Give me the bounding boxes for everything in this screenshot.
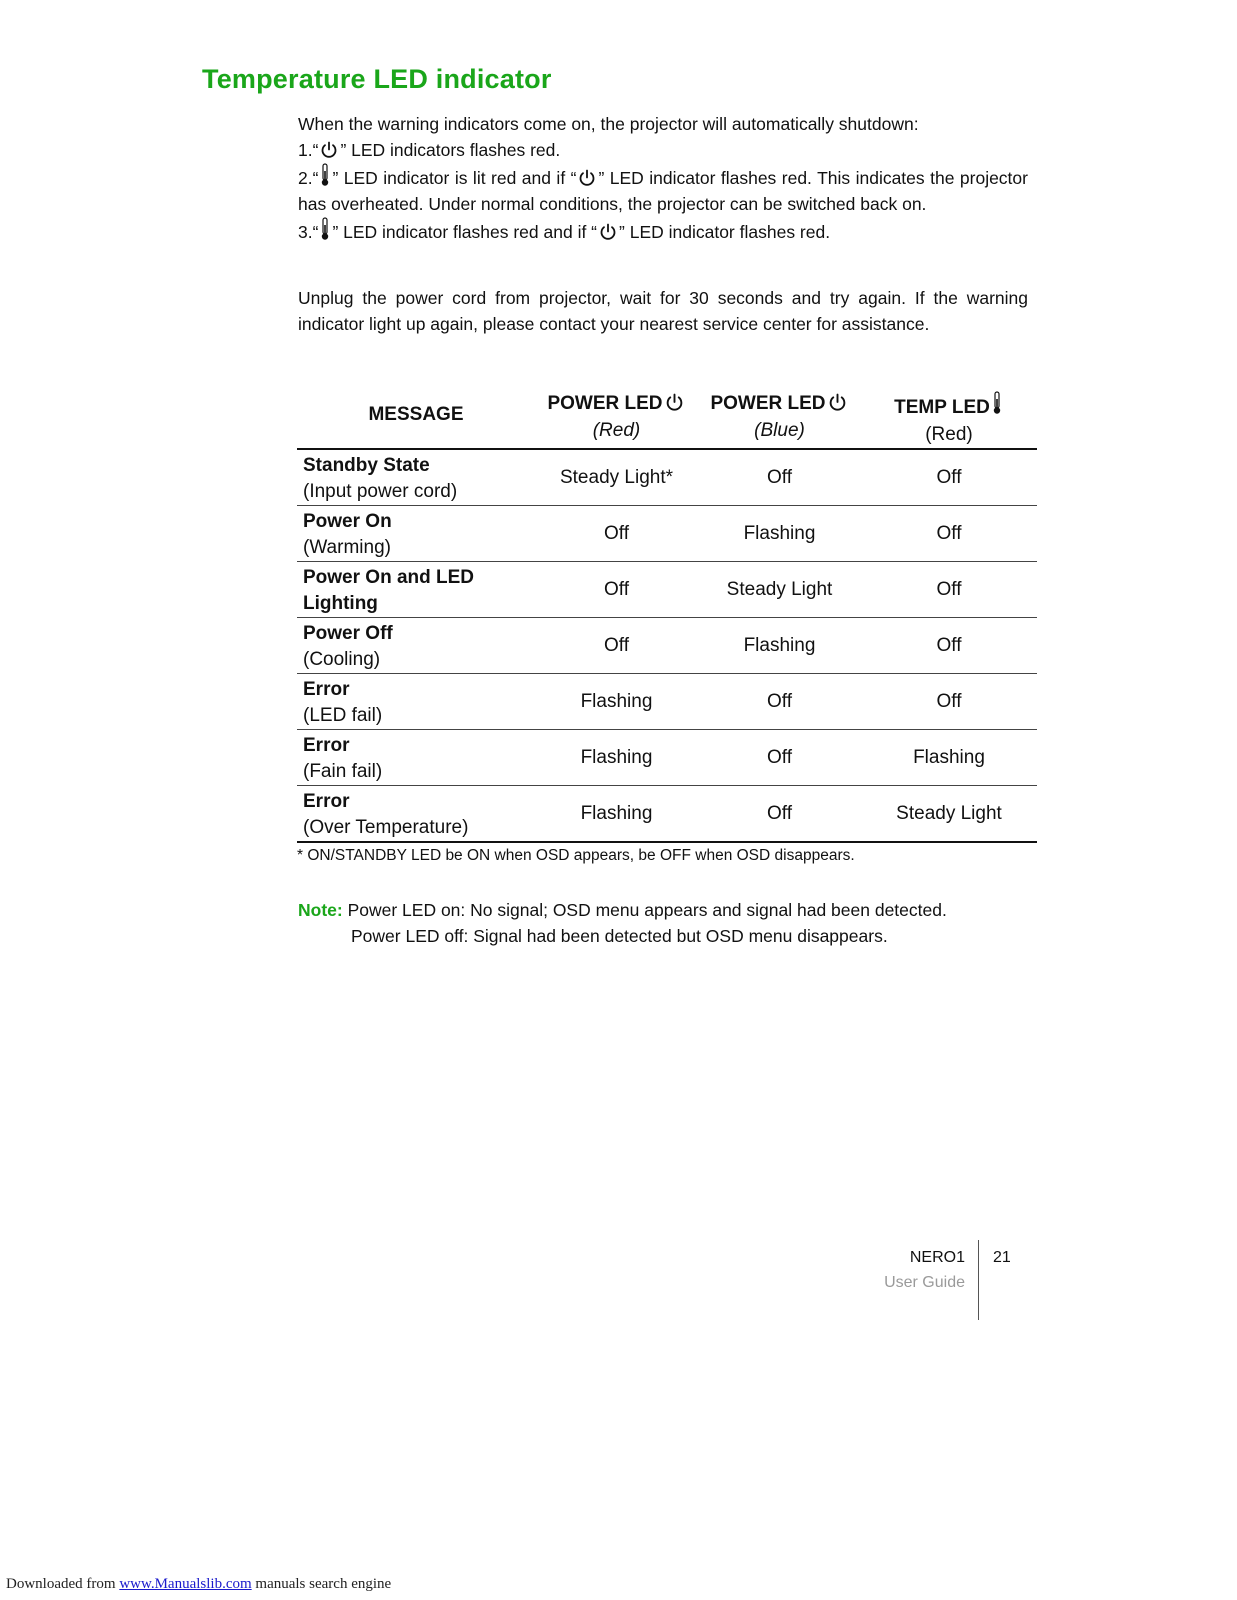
table-header-row bbox=[297, 390, 1037, 449]
cell-temp: Off bbox=[936, 466, 962, 488]
manualslib-link[interactable]: www.Manualslib.com bbox=[119, 1576, 252, 1592]
cell-power-red: Off bbox=[604, 634, 629, 656]
footer-product: NERO1 bbox=[909, 1249, 965, 1266]
row-message: Power Off (Cooling) bbox=[303, 623, 393, 670]
row-message: Error (LED fail) bbox=[303, 679, 383, 726]
header-temp: TEMP LED (Red) bbox=[861, 390, 1037, 449]
row-message: Error (Fain fail) bbox=[303, 735, 383, 782]
table-row bbox=[297, 730, 1037, 786]
table-row bbox=[297, 449, 1037, 506]
table-footnote: * ON/STANDBY LED be ON when OSD appears, be OFF when OSD disappears. bbox=[297, 847, 855, 864]
note-label: Note: bbox=[298, 900, 343, 920]
note-line-2: Power LED off: Signal had been detected but OSD menu disappears. bbox=[351, 925, 888, 946]
table-row bbox=[297, 618, 1037, 674]
note-line-1: Note: Power LED on: No signal; OSD menu appears and signal had been detected. bbox=[298, 900, 947, 920]
warning-item-3: 3.“ ” LED indicator flashes red and if “ ” LED indicator flashes red. bbox=[298, 217, 1028, 246]
cell-temp: Off bbox=[936, 634, 962, 656]
footer-doc-title: User Guide bbox=[884, 1274, 965, 1291]
table-row bbox=[297, 506, 1037, 562]
row-message: Power On and LED Lighting bbox=[303, 567, 475, 614]
cell-power-blue: Flashing bbox=[743, 634, 816, 656]
warning-item-2: 2.“ ” LED indicator is lit red and if “ ” LED indicator flashes red. This indicates the projector has overheated. Under normal conditions, the projector can be switched back on. bbox=[298, 163, 1028, 217]
unplug-paragraph: Unplug the power cord from projector, wait for 30 seconds and try again. If the warning indicator light up again, please contact your nearest service center for assistance. bbox=[298, 288, 1028, 334]
cell-power-red: Flashing bbox=[580, 690, 653, 712]
thermometer-icon bbox=[320, 217, 330, 241]
power-icon bbox=[828, 393, 847, 412]
cell-power-blue: Off bbox=[767, 690, 792, 712]
warning-item-1: 1.“ ” LED indicators flashes red. bbox=[298, 139, 561, 160]
cell-power-blue: Steady Light bbox=[726, 578, 833, 600]
table-row bbox=[297, 786, 1037, 843]
power-icon bbox=[665, 393, 684, 412]
header-power-blue: POWER LED (Blue) bbox=[698, 390, 861, 449]
row-message: Standby State (Input power cord) bbox=[303, 455, 458, 502]
thermometer-icon bbox=[320, 163, 330, 187]
footer-divider bbox=[978, 1240, 979, 1320]
cell-power-blue: Off bbox=[767, 466, 792, 488]
cell-power-red: Off bbox=[604, 578, 629, 600]
note-block bbox=[298, 898, 947, 949]
power-icon bbox=[320, 141, 338, 159]
power-icon bbox=[599, 223, 617, 241]
header-power-red: POWER LED (Red) bbox=[535, 390, 698, 449]
row-message: Error (Over Temperature) bbox=[303, 791, 469, 838]
page-title: Temperature LED indicator bbox=[202, 64, 552, 94]
cell-temp: Off bbox=[936, 522, 962, 544]
intro-line: When the warning indicators come on, the projector will automatically shutdown: bbox=[298, 114, 919, 134]
cell-temp: Steady Light bbox=[896, 802, 1002, 824]
header-message: MESSAGE bbox=[368, 404, 464, 425]
cell-power-blue: Off bbox=[767, 802, 792, 824]
row-message: Power On (Warming) bbox=[303, 511, 392, 558]
cell-temp: Off bbox=[936, 690, 962, 712]
download-watermark: Downloaded from www.Manualslib.com manuals search engine bbox=[6, 1576, 392, 1592]
page-number: 21 bbox=[993, 1249, 1011, 1266]
table-row bbox=[297, 562, 1037, 618]
cell-power-red: Off bbox=[604, 522, 629, 544]
cell-temp: Off bbox=[936, 578, 962, 600]
cell-temp: Flashing bbox=[913, 746, 985, 768]
power-icon bbox=[578, 169, 596, 187]
cell-power-red: Flashing bbox=[580, 746, 653, 768]
cell-power-blue: Off bbox=[767, 746, 792, 768]
thermometer-icon bbox=[992, 390, 1002, 416]
led-status-table bbox=[297, 390, 1037, 843]
cell-power-red: Steady Light* bbox=[559, 466, 674, 488]
cell-power-blue: Flashing bbox=[743, 522, 816, 544]
warning-paragraph bbox=[298, 112, 1028, 246]
cell-power-red: Flashing bbox=[580, 802, 653, 824]
table-row bbox=[297, 674, 1037, 730]
